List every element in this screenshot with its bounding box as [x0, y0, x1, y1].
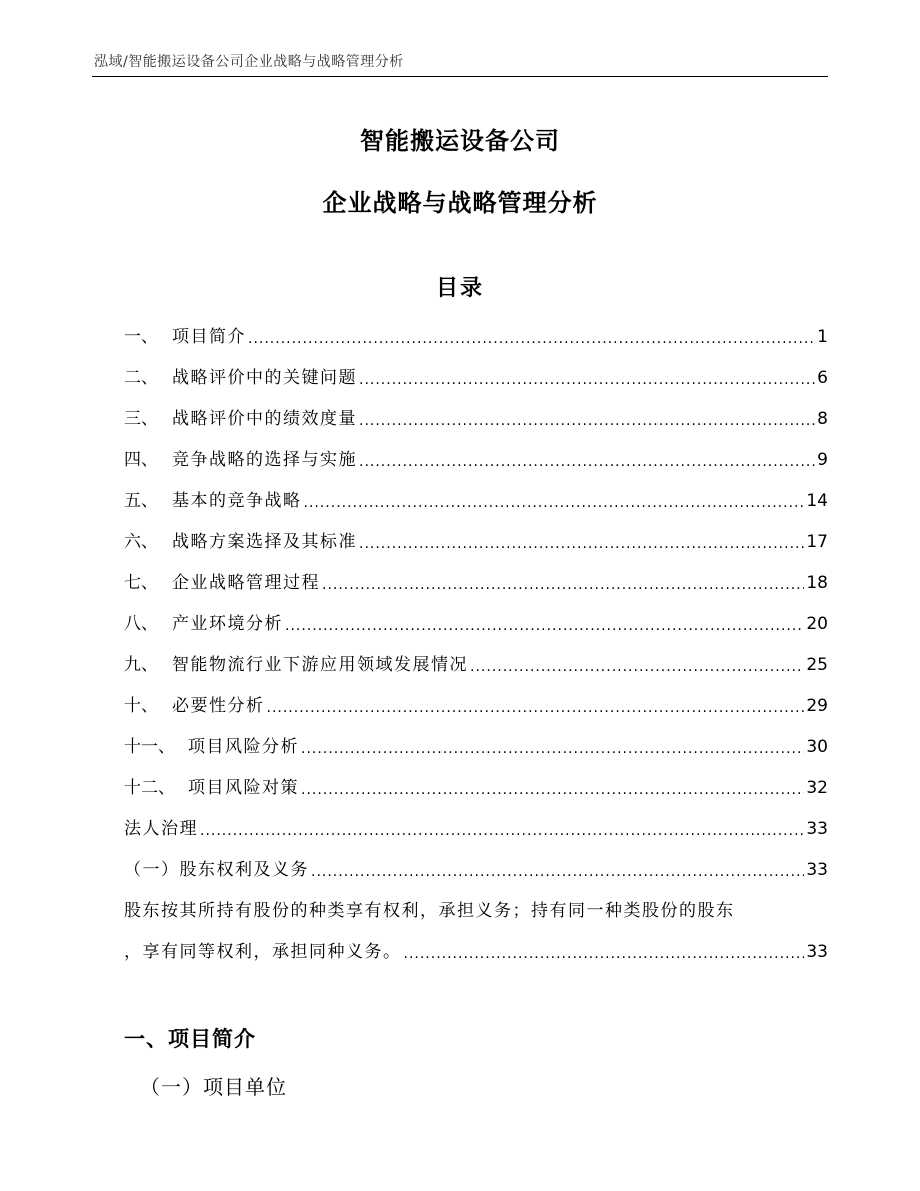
- toc-heading: 目录: [435, 276, 484, 301]
- toc-leader-dots: [301, 779, 804, 801]
- toc-entry-title: 智能物流行业下游应用领域发展情况: [172, 655, 468, 675]
- running-header: 泓域/智能搬运设备公司企业战略与战略管理分析: [94, 54, 404, 70]
- toc-leader-dots: [359, 451, 815, 473]
- document-title-line-1: 智能搬运设备公司: [360, 127, 560, 155]
- toc-leader-dots: [470, 656, 804, 678]
- section-heading: 一、项目简介: [124, 1027, 256, 1051]
- toc-entry-page: 29: [806, 696, 828, 716]
- toc-leader-dots: [322, 574, 804, 596]
- document-title-line-2: 企业战略与战略管理分析: [322, 189, 598, 217]
- toc-entry-number: 九、: [124, 655, 158, 675]
- toc-entry[interactable]: [124, 406, 828, 432]
- toc-entry-page: 20: [806, 614, 828, 634]
- toc-entry-page: 30: [806, 737, 828, 757]
- toc-entry[interactable]: [124, 652, 828, 678]
- toc-entry-title: 产业环境分析: [172, 614, 283, 634]
- toc-entry-title: 基本的竞争战略: [172, 491, 302, 511]
- toc-entry-number: 六、: [124, 532, 158, 552]
- toc-long-entry-line-2[interactable]: [124, 939, 828, 965]
- toc-entry-page: 18: [806, 573, 828, 593]
- toc-leader-dots: [404, 943, 805, 965]
- toc-leader-dots: [311, 861, 804, 883]
- toc-leader-dots: [359, 533, 804, 555]
- toc-entry-title: 战略评价中的绩效度量: [172, 409, 357, 429]
- toc-entry-number: 二、: [124, 368, 158, 388]
- toc-entry-title: 必要性分析: [172, 696, 265, 716]
- toc-leader-dots: [359, 369, 815, 391]
- toc-entry[interactable]: [124, 857, 828, 883]
- toc-entry-number: 十二、: [124, 778, 175, 798]
- toc-leader-dots: [359, 410, 815, 432]
- toc-leader-dots: [304, 492, 805, 514]
- toc-leader-dots: [301, 738, 804, 760]
- toc-entry-number: 五、: [124, 491, 158, 511]
- toc-entry-page: 33: [806, 860, 828, 880]
- toc-entry-page: 33: [806, 819, 828, 839]
- toc-entry[interactable]: [124, 734, 828, 760]
- toc-entry-title: 企业战略管理过程: [172, 573, 320, 593]
- toc-long-entry-line-1[interactable]: 股东按其所持有股份的种类享有权利，承担义务；持有同一种类股份的股东: [124, 901, 735, 921]
- toc-entry-number: 十一、: [124, 737, 175, 757]
- toc-entry[interactable]: [124, 775, 828, 801]
- toc-entry[interactable]: [124, 488, 828, 514]
- toc-entry-title: 项目风险对策: [188, 778, 299, 798]
- toc-entry[interactable]: [124, 529, 828, 555]
- toc-entry[interactable]: [124, 693, 828, 719]
- toc-leader-dots: [248, 328, 815, 350]
- toc-entry[interactable]: [124, 324, 828, 350]
- toc-entry[interactable]: [124, 447, 828, 473]
- toc-leader-dots: [267, 697, 805, 719]
- toc-entry[interactable]: [124, 365, 828, 391]
- toc-entry[interactable]: [124, 611, 828, 637]
- toc-leader-dots: [285, 615, 804, 637]
- toc-entry-title: 战略方案选择及其标准: [172, 532, 357, 552]
- toc-entry-number: 四、: [124, 450, 158, 470]
- toc-entry-page: 25: [806, 655, 828, 675]
- toc-entry-number: 三、: [124, 409, 158, 429]
- toc-entry-number: 七、: [124, 573, 158, 593]
- toc-entry-title: ，享有同等权利，承担同种义务。: [124, 942, 402, 962]
- toc-entry[interactable]: [124, 570, 828, 596]
- toc-entry-title: 战略评价中的关键问题: [172, 368, 357, 388]
- toc-entry-title: 竞争战略的选择与实施: [172, 450, 357, 470]
- toc-entry-page: 17: [806, 532, 828, 552]
- toc-entry[interactable]: [124, 816, 828, 842]
- toc-entry-number: 十、: [124, 696, 158, 716]
- toc-entry-title: 法人治理: [124, 819, 198, 839]
- toc-leader-dots: [200, 820, 804, 842]
- toc-entry-number: 一、: [124, 327, 158, 347]
- header-divider: [92, 76, 828, 77]
- toc-entry-page: 14: [806, 491, 828, 511]
- sub-heading: （一）项目单位: [140, 1075, 287, 1099]
- toc-entry-page: 8: [817, 409, 828, 429]
- toc-entry-title: 项目简介: [172, 327, 246, 347]
- toc-entry-page: 32: [806, 778, 828, 798]
- toc-entry-number: 八、: [124, 614, 158, 634]
- toc-entry-page: 33: [806, 942, 828, 962]
- toc-entry-page: 1: [817, 327, 828, 347]
- toc-entry-page: 9: [817, 450, 828, 470]
- toc-entry-title: 项目风险分析: [188, 737, 299, 757]
- toc-entry-title: （一）股东权利及义务: [124, 860, 309, 880]
- toc-entry-page: 6: [817, 368, 828, 388]
